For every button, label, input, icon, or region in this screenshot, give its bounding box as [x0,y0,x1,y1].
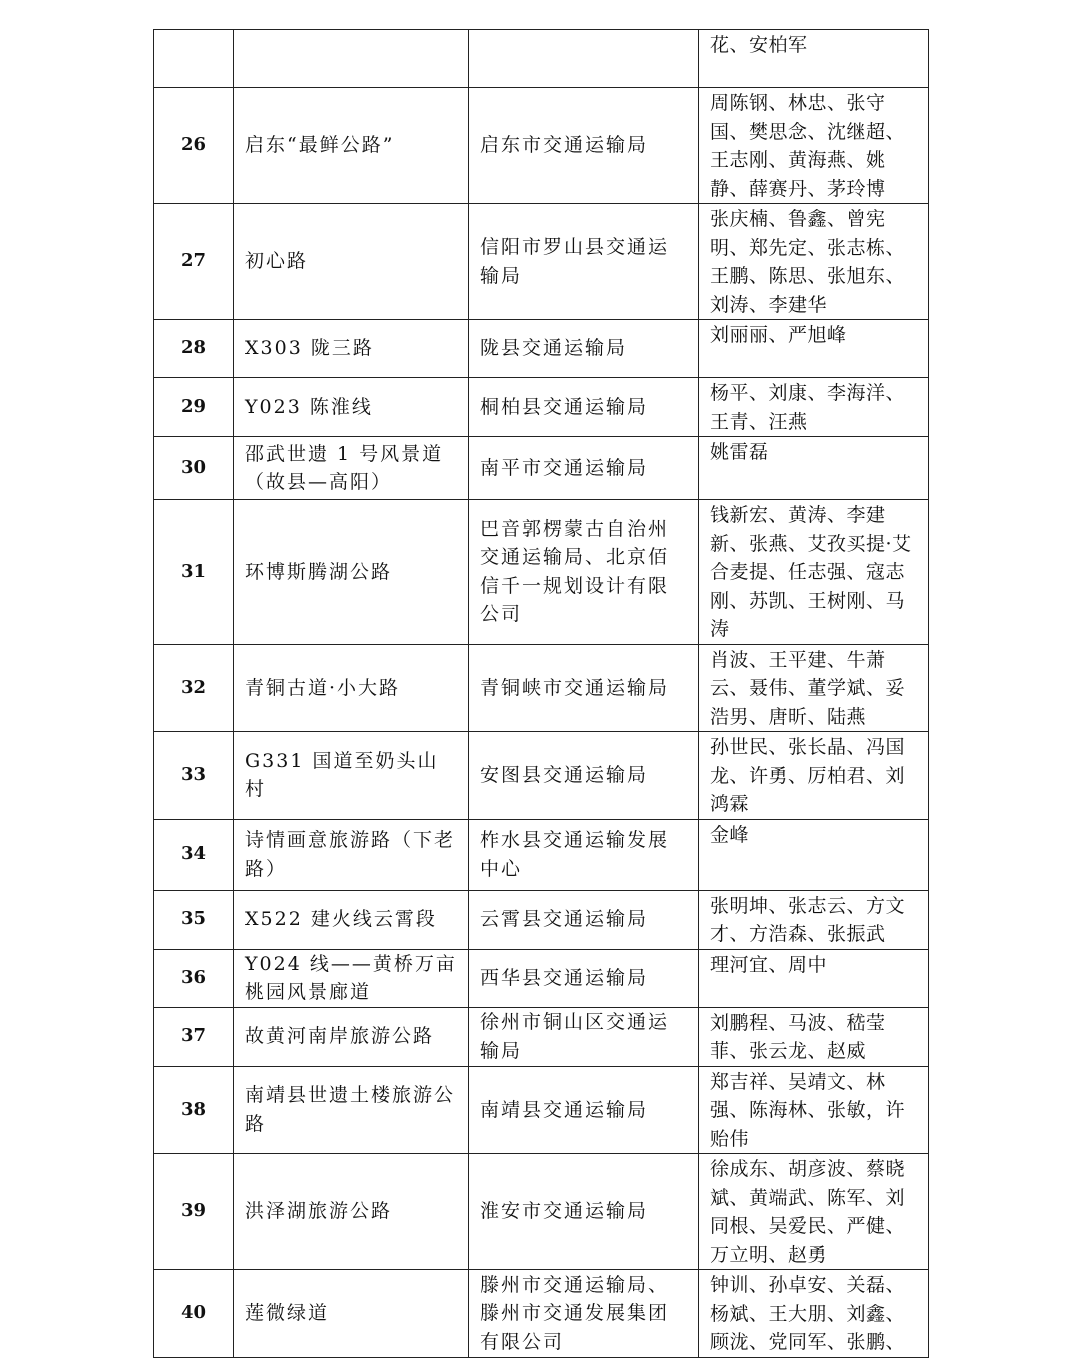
unit-name: 陇县交通运输局 [480,337,628,360]
road-name-cell [234,1270,469,1358]
road-name-cell [234,1066,469,1154]
unit-name-cell [469,437,699,500]
road-name: 青铜古道·小大路 [245,676,401,699]
unit-name: 淮安市交通运输局 [480,1200,649,1223]
row-number-cell [154,30,234,88]
table-row [154,819,929,890]
people-list-cell [699,320,929,378]
road-name: 启东“最鲜公路” [245,134,395,157]
people-list-cell [699,30,929,88]
people-list: 周陈钢、林忠、张守国、樊思念、沈继超、王志刚、黄海燕、姚静、薛赛丹、茅玲博 [710,92,906,200]
row-number: 36 [180,966,207,988]
people-list-cell [699,204,929,320]
table-row [154,644,929,732]
row-number: 33 [180,764,207,785]
people-list-cell [699,644,929,732]
road-name: 环博斯腾湖公路 [245,560,393,583]
unit-name: 南靖县交通运输局 [480,1098,649,1121]
road-name-cell [234,320,469,378]
table-row [154,949,929,1007]
road-name-cell [234,1007,469,1066]
road-name-cell [234,500,469,645]
unit-name-cell [469,88,699,204]
row-number: 29 [180,395,207,417]
row-number-cell [154,1007,234,1066]
unit-name-cell [469,1007,699,1066]
unit-name-cell [469,204,699,320]
people-list-cell [699,500,929,645]
row-number: 28 [180,337,207,359]
row-number-cell [154,644,234,732]
road-name-cell [234,437,469,500]
road-name: 洪泽湖旅游公路 [245,1200,393,1223]
row-number: 34 [180,843,207,865]
road-name: Y024 线——黄桥万亩桃园风景廊道 [245,952,457,1003]
people-list-cell [699,1154,929,1270]
road-name: 故黄河南岸旅游公路 [245,1025,435,1048]
unit-name: 青铜峡市交通运输局 [480,676,670,699]
unit-name-cell [469,732,699,820]
row-number: 31 [180,560,207,582]
people-list-cell [699,378,929,437]
people-list: 理河宜、周中 [710,953,828,976]
table-body [154,30,929,1358]
unit-name-cell [469,949,699,1007]
people-list: 刘鹏程、马波、嵇莹菲、张云龙、赵威 [710,1011,886,1062]
unit-name: 滕州市交通运输局、滕州市交通发展集团有限公司 [480,1273,670,1353]
road-name-cell [234,88,469,204]
unit-name-cell [469,1270,699,1358]
table-row [154,732,929,820]
unit-name-cell [469,378,699,437]
row-number: 26 [180,134,207,156]
row-number-cell [154,204,234,320]
table-row [154,204,929,320]
unit-name: 巴音郭楞蒙古自治州交通运输局、北京佰信千一规划设计有限公司 [480,517,670,626]
people-list: 钟训、孙卓安、关磊、杨斌、王大朋、刘鑫、顾泷、党同军、张鹏、 [710,1274,906,1353]
row-number: 38 [180,1098,207,1120]
unit-name-cell [469,500,699,645]
unit-name: 安图县交通运输局 [480,764,649,786]
road-name-cell [234,30,469,88]
unit-name: 云霄县交通运输局 [480,908,649,931]
people-list: 肖波、王平建、牛萧云、聂伟、董学斌、妥浩男、唐昕、陆燕 [710,648,906,728]
road-name: 初心路 [245,250,309,273]
row-number-cell [154,1066,234,1154]
unit-name-cell [469,320,699,378]
row-number: 39 [180,1200,207,1222]
row-number-cell [154,378,234,437]
people-list-cell [699,88,929,204]
row-number: 30 [180,456,207,478]
table-row [154,88,929,204]
row-number: 27 [180,250,207,272]
people-list-cell [699,819,929,890]
table-row [154,320,929,378]
unit-name-cell [469,819,699,890]
unit-name: 桐柏县交通运输局 [480,395,649,418]
people-list: 花、安柏军 [710,34,808,56]
road-name: 邵武世遗 1 号风景道（故县—高阳） [245,442,444,493]
road-name-cell [234,732,469,820]
row-number: 35 [180,908,207,930]
table-row [154,1066,929,1154]
people-list: 张庆楠、鲁鑫、曾宪明、郑先定、张志栋、王鹏、陈思、张旭东、刘涛、李建华 [710,208,906,316]
people-list-cell [699,437,929,500]
row-number-cell [154,732,234,820]
table-row [154,1154,929,1270]
people-list: 徐成东、胡彦波、蔡晓斌、黄端武、陈军、刘同根、吴爱民、严健、万立明、赵勇 [710,1158,906,1266]
row-number: 37 [180,1025,207,1047]
road-name: G331 国道至奶头山村 [245,749,439,801]
row-number: 32 [180,676,207,698]
people-list: 杨平、刘康、李海洋、王青、汪燕 [710,382,906,433]
row-number-cell [154,1154,234,1270]
row-number-cell [154,890,234,949]
people-list-cell [699,890,929,949]
unit-name-cell [469,890,699,949]
row-number-cell [154,500,234,645]
road-name: X522 建火线云霄段 [245,908,437,931]
road-name: 南靖县世遗土楼旅游公路 [245,1084,456,1135]
row-number-cell [154,88,234,204]
row-number: 40 [180,1302,207,1323]
table-row [154,437,929,500]
row-number-cell [154,1270,234,1358]
row-number-cell [154,819,234,890]
unit-name-cell [469,30,699,88]
road-name: X303 陇三路 [245,337,374,360]
row-number-cell [154,437,234,500]
road-name-cell [234,949,469,1007]
people-list: 金峰 [710,823,750,846]
people-list: 姚雷磊 [710,441,769,463]
people-list: 张明坤、张志云、方文才、方浩森、张振武 [710,894,906,945]
unit-name: 西华县交通运输局 [480,966,649,989]
people-list-cell [699,949,929,1007]
table-row [154,30,929,88]
unit-name: 南平市交通运输局 [480,456,649,479]
unit-name-cell [469,644,699,732]
unit-name: 徐州市铜山区交通运输局 [480,1011,670,1062]
table-row [154,1007,929,1066]
award-table [153,29,929,1358]
road-name-cell [234,1154,469,1270]
people-list: 孙世民、张长晶、冯国龙、许勇、厉柏君、刘鸿霖 [710,736,906,815]
row-number-cell [154,949,234,1007]
people-list: 钱新宏、黄涛、李建新、张燕、艾孜买提·艾合麦提、任志强、寇志刚、苏凯、王树刚、马涛 [710,504,912,640]
road-name-cell [234,890,469,949]
road-name-cell [234,644,469,732]
unit-name: 信阳市罗山县交通运输局 [480,236,670,287]
table-row [154,500,929,645]
people-list-cell [699,1270,929,1358]
unit-name: 启东市交通运输局 [480,134,649,157]
people-list-cell [699,732,929,820]
table-row [154,378,929,437]
people-list: 郑吉祥、吴靖文、林强、陈海林、张敏，许贻伟 [710,1070,906,1150]
unit-name-cell [469,1154,699,1270]
road-name: 诗情画意旅游路（下老路） [245,829,456,880]
people-list: 刘丽丽、严旭峰 [710,324,847,346]
road-name-cell [234,378,469,437]
people-list-cell [699,1066,929,1154]
table-row [154,890,929,949]
people-list-cell [699,1007,929,1066]
unit-name-cell [469,1066,699,1154]
road-name-cell [234,819,469,890]
row-number-cell [154,320,234,378]
road-name-cell [234,204,469,320]
unit-name: 柞水县交通运输发展中心 [480,829,670,880]
table-row [154,1270,929,1358]
road-name: Y023 陈淮线 [245,395,373,418]
road-name: 莲微绿道 [245,1302,330,1324]
